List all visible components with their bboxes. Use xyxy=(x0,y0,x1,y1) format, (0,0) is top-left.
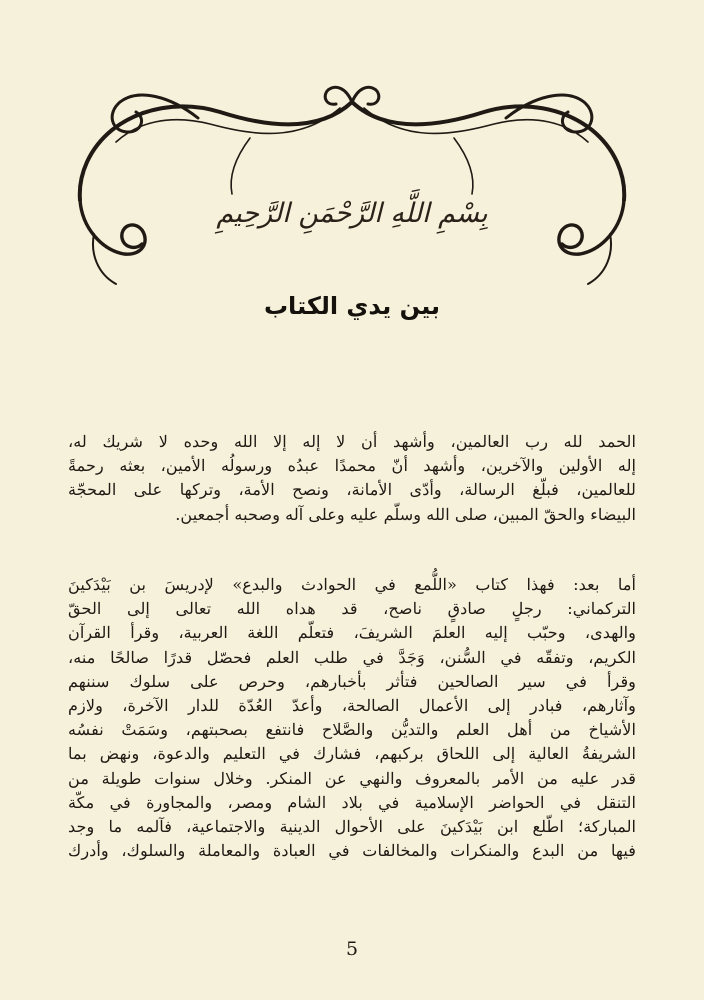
ornament-left-arch xyxy=(80,102,352,200)
paragraph-main xyxy=(68,573,636,863)
ornament-right-drop xyxy=(588,234,611,284)
text-line: إله الأولين والآخرين، وأشهد أنّ محمدًا عبدُه ورسولُه الأمين، بعثه رحمةً xyxy=(68,456,636,476)
text-line: الكريم، وتفقّه في السُّنن، وَجَدَّ في طلب العلم فحصّل قدرًا صالحًا منه، xyxy=(68,647,636,667)
basmala-calligraphy: بِسْمِ اللَّهِ الرَّحْمَنِ الرَّحِيمِ xyxy=(216,198,488,229)
ornament-right-arch xyxy=(352,102,624,200)
text-line: الشريفةُ العالية إلى اللحاق بركبهم، فشارك في التعليم والدعوة، ونهض بما xyxy=(68,744,636,764)
text-line: للعالمين، فبلّغ الرسالة، وأدّى الأمانة، ونصح الأمة، وتركها على المحجّة xyxy=(68,480,636,500)
ornament-left-flourish xyxy=(231,138,250,194)
text-line: قدر عليه من الأمر بالمعروف والنهي عن المنكر. وخلال سنوات طويلة من xyxy=(68,768,636,788)
ornament-center-crest xyxy=(325,87,352,104)
text-line: وقرأ في سير الصالحين فتأثر بأخبارهم، وحرص على سلوك سننهم xyxy=(68,671,636,691)
ornament-right-flourish xyxy=(454,138,473,194)
text-line: وآثارهم، فبادر إلى الأعمال الصالحة، وأعدّ العُدّة للدار الآخرة، ولازم xyxy=(68,696,636,716)
text-line: الحمد لله رب العالمين، وأشهد أن لا إله إلا الله وحده لا شريك له، xyxy=(68,432,636,451)
text-line: والهدى، وحبّب إليه العلمَ الشريفَ، فتعلّم اللغة العربية، وقرأ القرآن xyxy=(68,623,636,643)
text-line: البيضاء والحقّ المبين، صلى الله وسلّم عليه وعلى آله وصحبه أجمعين. xyxy=(175,504,636,524)
decorative-frame-ornament xyxy=(50,78,654,288)
ornament-center-crest-right xyxy=(352,87,379,104)
chapter-title: بين يدي الكتاب xyxy=(263,292,441,320)
text-line: فيها من البدع والمنكرات والمخالفات في العبادة والمعاملة والسلوك، وأدرك xyxy=(68,841,636,861)
text-line: التنقل في الحواضر الإسلامية في بلاد الشام ومصر، والمجاورة في مكّة xyxy=(68,792,636,812)
text-line: الأشياخ من أهل العلم والتديُّن والصَّلاح فانتفع بصحبتهم، وسَمَتْ نفسُه xyxy=(68,720,636,740)
ornament-right-top-scroll xyxy=(506,95,592,132)
ornament-left-drop xyxy=(93,234,116,284)
page-number: 5 xyxy=(345,938,359,960)
text-line: التركماني: رجلٍ صادقٍ ناصح، قد هداه الله تعالى إلى الحقّ xyxy=(68,599,636,619)
paragraph-introduction xyxy=(68,430,636,527)
text-line: أما بعد: فهذا كتاب «اللُّمع في الحوادث والبدع» لإدريسَ بن بَيْدَكينَ xyxy=(68,575,636,594)
ornament-left-top-scroll xyxy=(112,95,198,132)
text-line: المباركة؛ اطّلع ابن بَيْدَكينَ على الأحوال الدينية والاجتماعية، فآلمه ما وجد xyxy=(68,817,636,837)
